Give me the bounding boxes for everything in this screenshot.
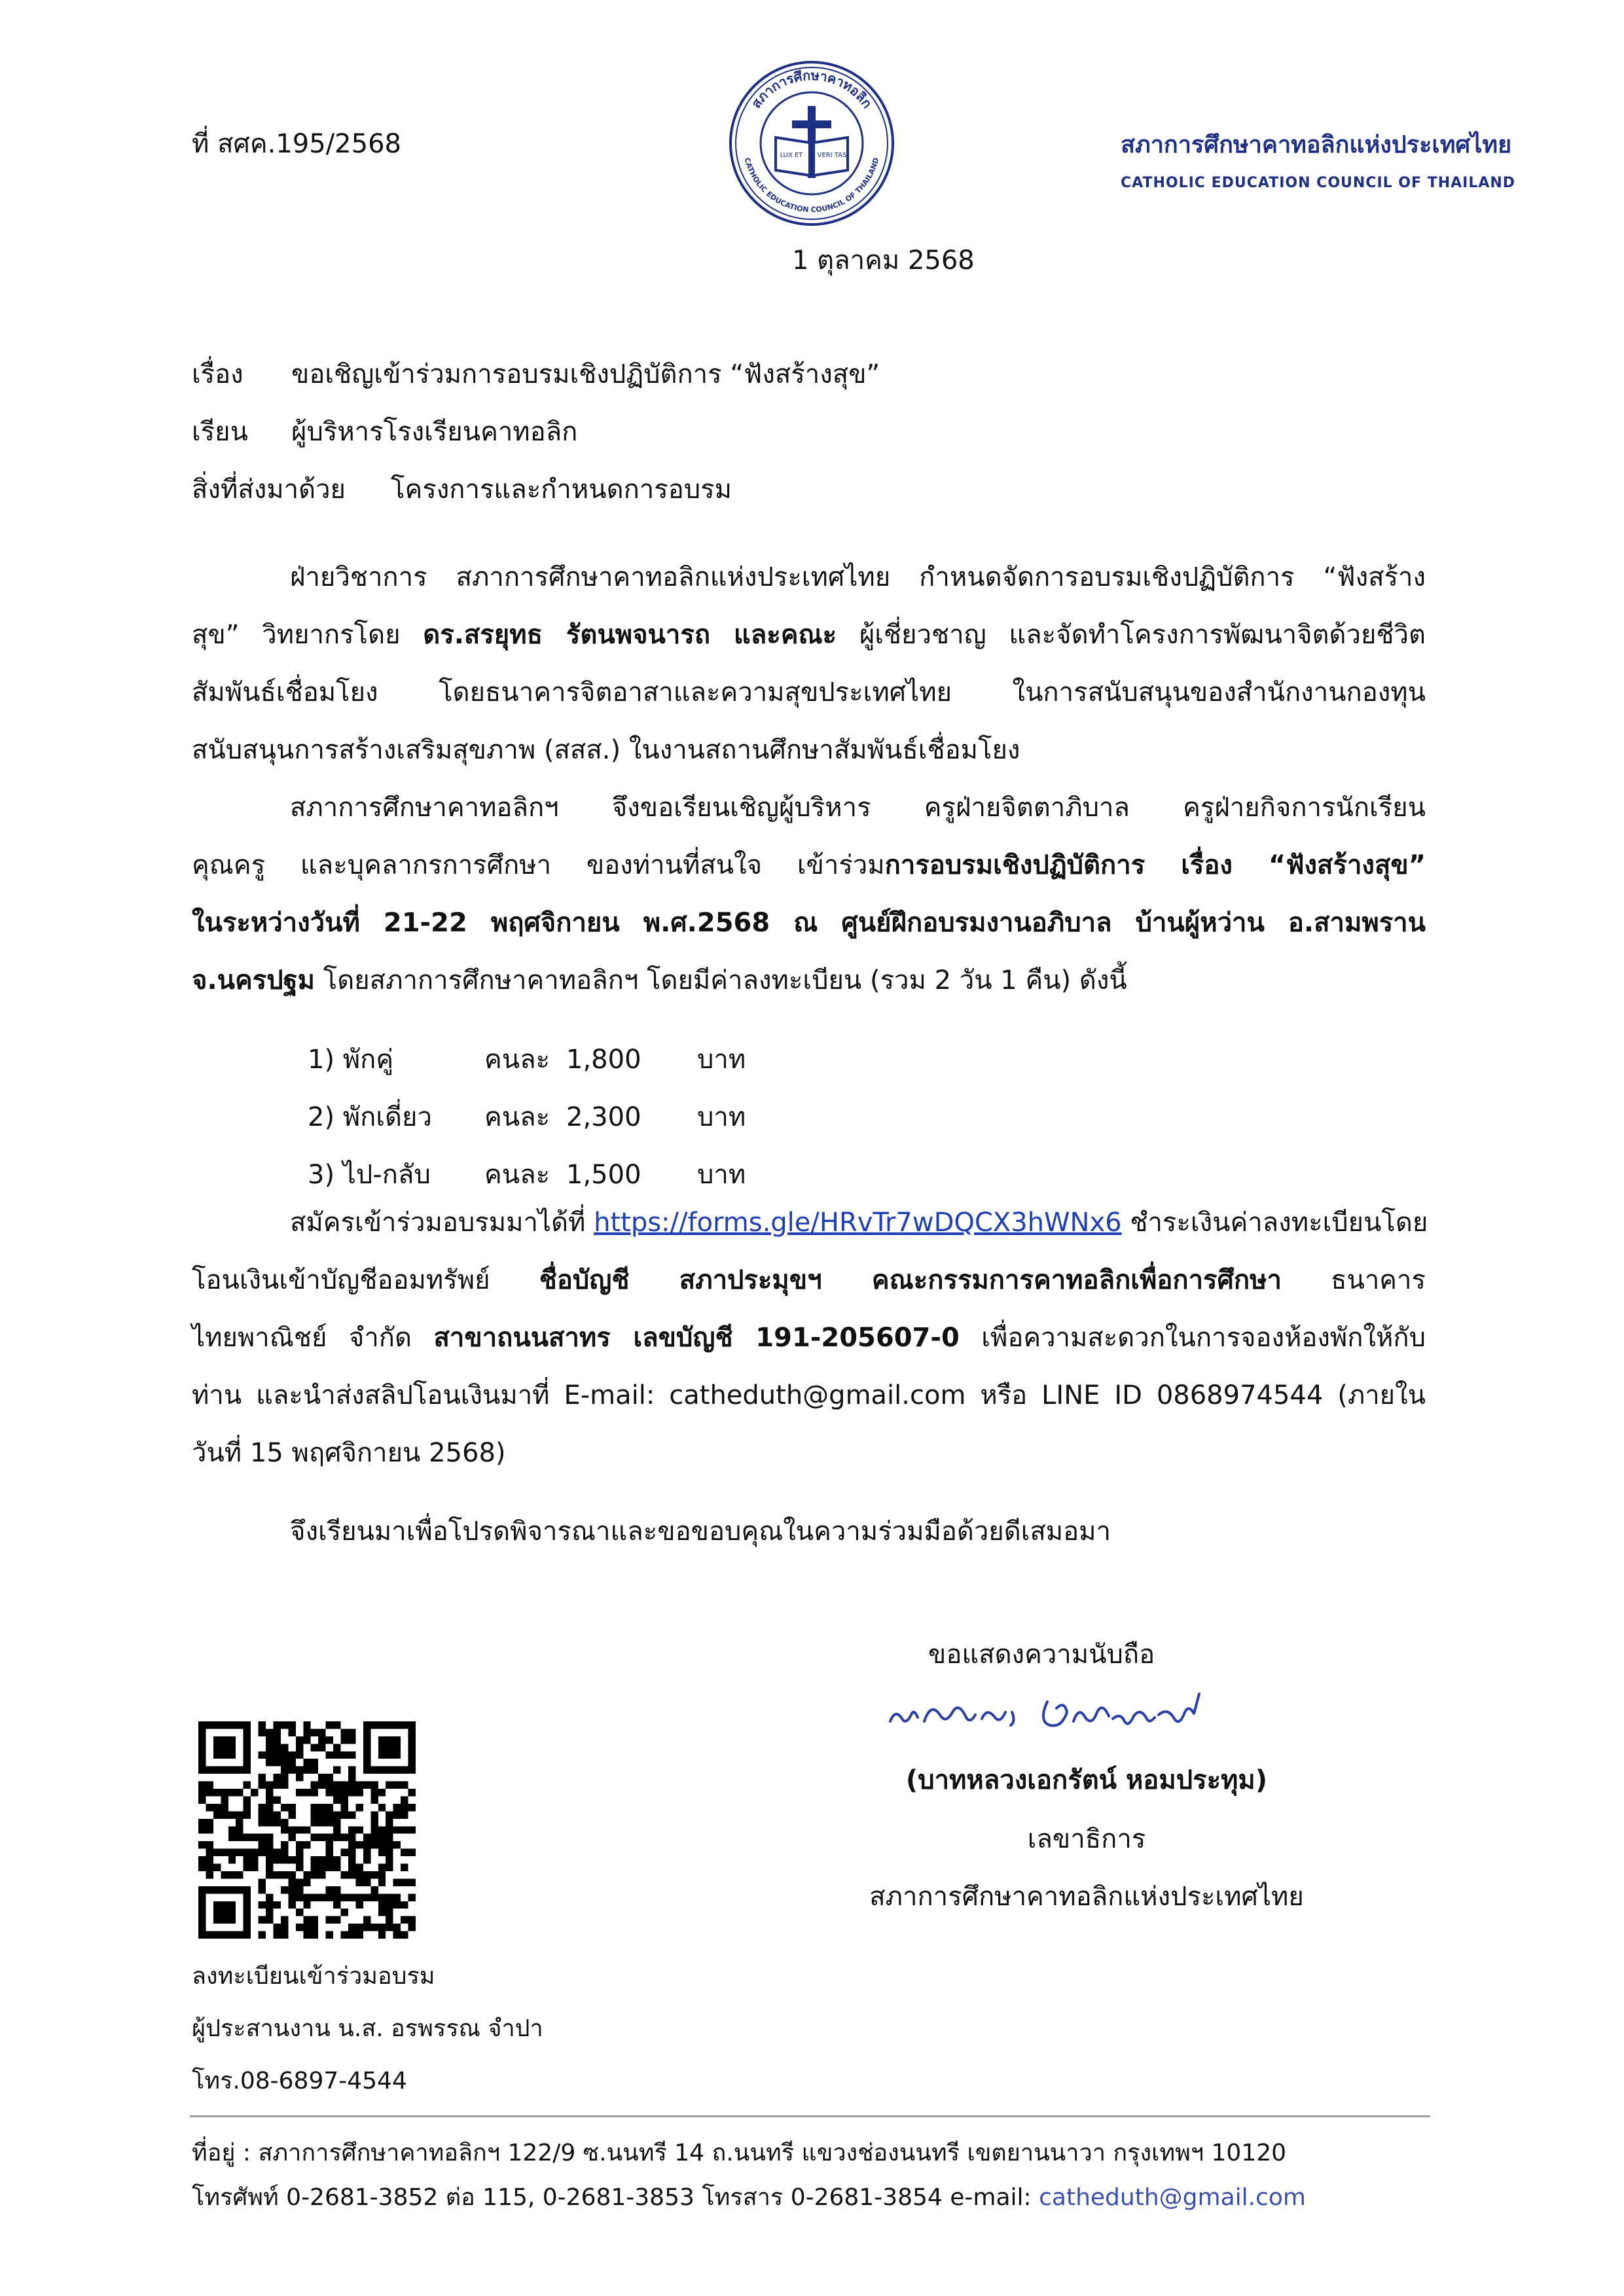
- paragraph-line: วันที่ 15 พฤศจิกายน 2568): [192, 1438, 506, 1468]
- text-span: ธนาคาร: [1281, 1265, 1426, 1295]
- registration-form-link[interactable]: https://forms.gle/HRvTr7wDQCX3hWNx6: [594, 1208, 1122, 1238]
- org-name-thai: สภาการศึกษาคาทอลิกแห่งประเทศไทย: [1121, 132, 1512, 158]
- fee-unit: บาท: [697, 1160, 746, 1190]
- organization-logo: [729, 60, 895, 226]
- paragraph-line: สนับสนุนการสร้างเสริมสุขภาพ (สสส.) ในงานสถานศึกษาสัมพันธ์เชื่อมโยง: [192, 735, 1020, 765]
- speaker-name: ดร.สรยุทธ รัตนพจนารถ และคณะ: [423, 620, 837, 650]
- province: จ.นครปฐม: [192, 965, 316, 996]
- fee-per: คนละ: [484, 1160, 550, 1190]
- qr-caption: ลงทะเบียนเข้าร่วมอบรม: [192, 1963, 435, 1990]
- text-span: สมัครเข้าร่วมอบรมมาได้ที่: [290, 1208, 594, 1238]
- account-name: ชื่อบัญชี สภาประมุขฯ คณะกรรมการคาทอลิกเพื่อการศึกษา: [539, 1265, 1282, 1295]
- paragraph-registration: [192, 1194, 1426, 1482]
- subject-value: ขอเชิญเข้าร่วมการอบรมเชิงปฏิบัติการ “ฟังสร้างสุข”: [291, 359, 880, 389]
- fee-label: 1) พักคู่: [308, 1045, 394, 1075]
- reference-number: ที่ สศค.195/2568: [192, 129, 401, 159]
- paragraph-line: [192, 1194, 1426, 1251]
- subject-label: เรื่อง: [192, 359, 244, 389]
- fee-amount: 1,800: [566, 1045, 641, 1075]
- paragraph-line: [192, 952, 1426, 1009]
- fee-unit: บาท: [697, 1102, 746, 1132]
- paragraph-line: สภาการศึกษาคาทอลิกฯ จึงขอเรียนเชิญผู้บริหาร ครูฝ่ายจิตตาภิบาล ครูฝ่ายกิจการนักเรียน: [290, 793, 1426, 823]
- footer-email[interactable]: catheduth@gmail.com: [1039, 2184, 1306, 2211]
- event-title: การอบรมเชิงปฏิบัติการ เรื่อง “ฟังสร้างสุข”: [884, 850, 1426, 880]
- paragraph-line: [192, 836, 1426, 894]
- footer-phone-fax: โทรศัพท์ 0-2681-3852 ต่อ 115, 0-2681-3853 โทรสาร 0-2681-3854 e-mail:: [192, 2184, 1039, 2211]
- event-dates-venue: ในระหว่างวันที่ 21-22 พฤศจิกายน พ.ศ.2568 ณ ศูนย์ฝึกอบรมงานอภิบาล บ้านผู้หว่าน อ.สามพราน: [192, 908, 1426, 938]
- enclosure-label: สิ่งที่ส่งมาด้วย: [192, 475, 346, 505]
- text-span: โดยสภาการศึกษาคาทอลิกฯ โดยมีค่าลงทะเบียน (รวม 2 วัน 1 คืน) ดังนี้: [315, 965, 1127, 996]
- regards-text: ขอแสดงความนับถือ: [928, 1640, 1155, 1670]
- logo-ring-text-bottom: CATHOLIC EDUCATION COUNCIL OF THAILAND: [742, 156, 881, 215]
- text-span: ชำระเงินค่าลงทะเบียนโดย: [1121, 1208, 1428, 1238]
- recipient-value: ผู้บริหารโรงเรียนคาทอลิก: [291, 417, 578, 447]
- paragraph-line: สัมพันธ์เชื่อมโยง โดยธนาคารจิตอาสาและความสุขประเทศไทย ในการสนับสนุนของสำนักงานกองทุน: [192, 677, 1426, 708]
- logo-book-right-text: VERI TAS: [817, 152, 847, 159]
- footer-address: ที่อยู่ : สภาการศึกษาคาทอลิกฯ 122/9 ซ.นนทรี 14 ถ.นนทรี แขวงช่องนนทรี เขตยานนาวา กรุงเทพฯ 10120: [192, 2140, 1287, 2166]
- signer-organization: สภาการศึกษาคาทอลิกแห่งประเทศไทย: [869, 1882, 1304, 1912]
- fee-amount: 1,500: [566, 1160, 641, 1190]
- coordinator-phone: โทร.08-6897-4544: [192, 2068, 407, 2094]
- paragraph-line: [192, 1251, 1426, 1309]
- paragraph-line: [192, 1309, 1426, 1367]
- text-span: สุข” วิทยากรโดย: [192, 620, 424, 650]
- closing-sentence: จึงเรียนมาเพื่อโปรดพิจารณาและขอขอบคุณในความร่วมมือด้วยดีเสมอมา: [290, 1516, 1111, 1547]
- fee-per: คนละ: [484, 1102, 550, 1132]
- fee-per: คนละ: [484, 1045, 550, 1075]
- org-name-english: CATHOLIC EDUCATION COUNCIL OF THAILAND: [1121, 175, 1516, 191]
- fee-label: 2) พักเดี่ยว: [308, 1102, 432, 1132]
- qr-code-icon[interactable]: [198, 1721, 416, 1939]
- paragraph-invitation: [192, 779, 1426, 1009]
- fee-unit: บาท: [697, 1045, 746, 1075]
- handwritten-signature: [884, 1676, 1224, 1748]
- paragraph-introduction: [192, 548, 1426, 779]
- enclosure-value: โครงการและกำหนดการอบรม: [391, 475, 732, 505]
- logo-ring-text-top: สภาการศึกษาคาทอลิก: [748, 67, 876, 111]
- recipient-label: เรียน: [192, 417, 248, 447]
- letter-date: 1 ตุลาคม 2568: [792, 245, 975, 276]
- fee-label: 3) ไป-กลับ: [308, 1160, 431, 1190]
- fee-amount: 2,300: [566, 1102, 641, 1132]
- footer-divider: [190, 2115, 1430, 2117]
- signer-title: เลขาธิการ: [1027, 1824, 1146, 1854]
- paragraph-line: ฝ่ายวิชาการ สภาการศึกษาคาทอลิกแห่งประเทศไทย กำหนดจัดการอบรมเชิงปฏิบัติการ “ฟังสร้าง: [290, 562, 1426, 592]
- text-span: เพื่อความสะดวกในการจองห้องพักให้กับ: [959, 1323, 1426, 1353]
- paragraph-line: ท่าน และนำส่งสลิปโอนเงินมาที่ E-mail: catheduth@gmail.com หรือ LINE ID 0868974544 (ภายใน: [192, 1380, 1426, 1410]
- coordinator-name: ผู้ประสานงาน น.ส. อรพรรณ จำปา: [192, 2015, 543, 2042]
- footer-contact: [192, 2179, 1306, 2216]
- text-span: คุณครู และบุคลากรการศึกษา ของท่านที่สนใจ เข้าร่วม: [192, 850, 885, 880]
- text-span: ผู้เชี่ยวชาญ และจัดทำโครงการพัฒนาจิตด้วยชีวิต: [837, 620, 1426, 650]
- bank-branch-account: สาขาถนนสาทร เลขบัญชี 191-205607-0: [433, 1323, 960, 1353]
- text-span: ไทยพาณิชย์ จำกัด: [192, 1323, 434, 1353]
- logo-book-left-text: LUX ET: [780, 152, 803, 159]
- text-span: โอนเงินเข้าบัญชีออมทรัพย์: [192, 1265, 539, 1295]
- paragraph-line: [192, 606, 1426, 664]
- signer-name: (บาทหลวงเอกรัตน์ หอมประทุม): [905, 1765, 1268, 1795]
